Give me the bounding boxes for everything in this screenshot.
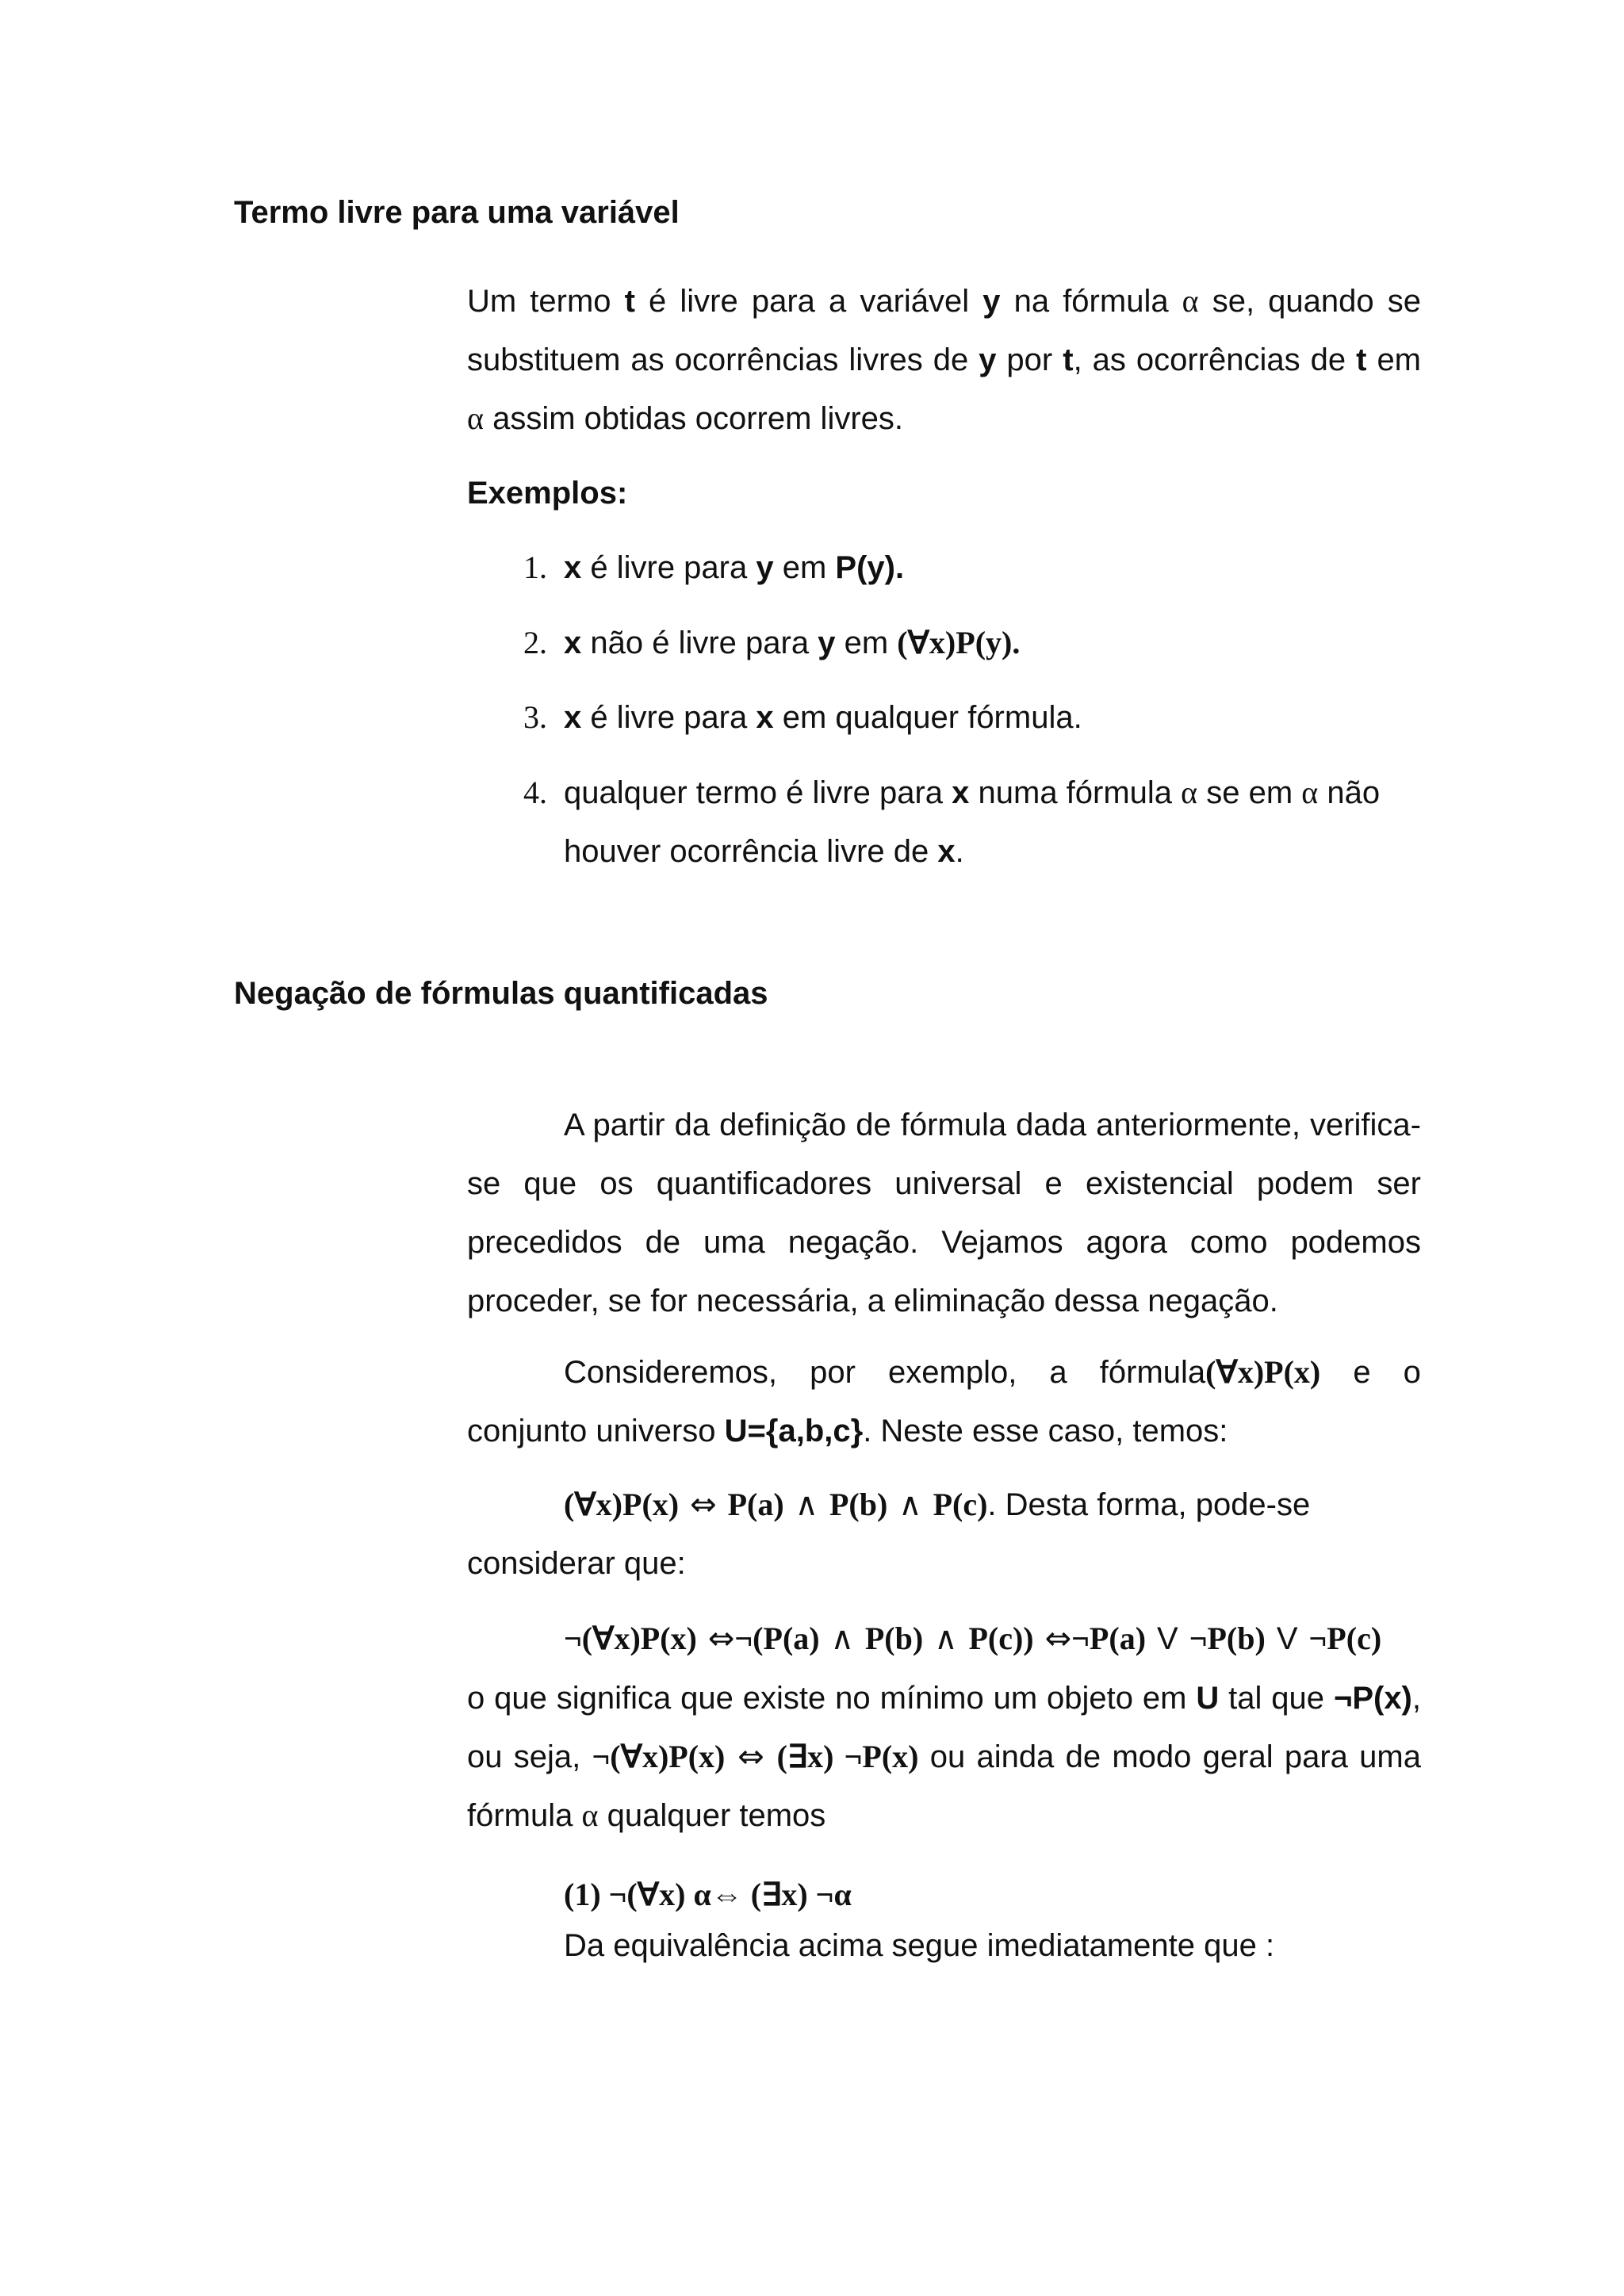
example-number: 4. [523, 775, 547, 810]
section-title-negacao: Negação de fórmulas quantificadas [234, 976, 768, 1011]
examples-title: Exemplos: [467, 476, 628, 511]
example-item-4-line-1: qualquer termo é livre para x numa fórmula α se em α não [564, 775, 1381, 810]
definition-paragraph: Um termo t é livre para a variável y na fórmula α se, quando se substituem as ocorrências livres de y por t, as ocorrências de t em α assim obtidas ocorrem livres. [467, 283, 1422, 436]
formula-1: (1) ¬(∀x) α⇔ (∃x) ¬α [564, 1877, 852, 1912]
expansion-line-1: (∀x)P(x) ⇔ P(a) ∧ P(b) ∧ P(c). Desta forma, pode-se [564, 1487, 1311, 1523]
example-number: 2. [523, 625, 547, 660]
example-item-2: x não é livre para y em (∀x)P(y). [564, 625, 1021, 660]
consider-line-1: Consideremos, por exemplo, a fórmula(∀x)P(x) e o [564, 1354, 1421, 1390]
section-title-termo-livre: Termo livre para uma variável [234, 195, 680, 230]
expansion-line-2: considerar que: [467, 1546, 686, 1581]
final-line: Da equivalência acima segue imediatamente que : [564, 1928, 1275, 1963]
example-item-3: x é livre para x em qualquer fórmula. [564, 700, 1082, 735]
example-number: 3. [523, 699, 547, 735]
negation-equivalence-line: ¬(∀x)P(x) ⇔¬(P(a) ∧ P(b) ∧ P(c)) ⇔¬P(a) V ¬P(b) V ¬P(c) [564, 1621, 1382, 1657]
consider-line-2: conjunto universo U={a,b,c}. Neste esse caso, temos: [467, 1414, 1228, 1448]
example-item-4-line-2: houver ocorrência livre de x. [564, 834, 964, 869]
negation-intro-paragraph: A partir da definição de fórmula dada anteriormente, verifica-se que os quantificadores universal e existencial podem ser precedidos de uma negação. Vejamos agora como podemos proceder, se for necessária, a eliminação dessa negação. [467, 1108, 1421, 1318]
example-item-1: x é livre para y em P(y). [564, 550, 905, 585]
meaning-paragraph: o que significa que existe no mínimo um objeto em U tal que ¬P(x), ou seja, ¬(∀x)P(x) ⇔ (∃x) ¬P(x) ou ainda de modo geral para uma fórmula α qualquer temos [467, 1681, 1422, 1833]
example-number: 1. [523, 549, 547, 585]
